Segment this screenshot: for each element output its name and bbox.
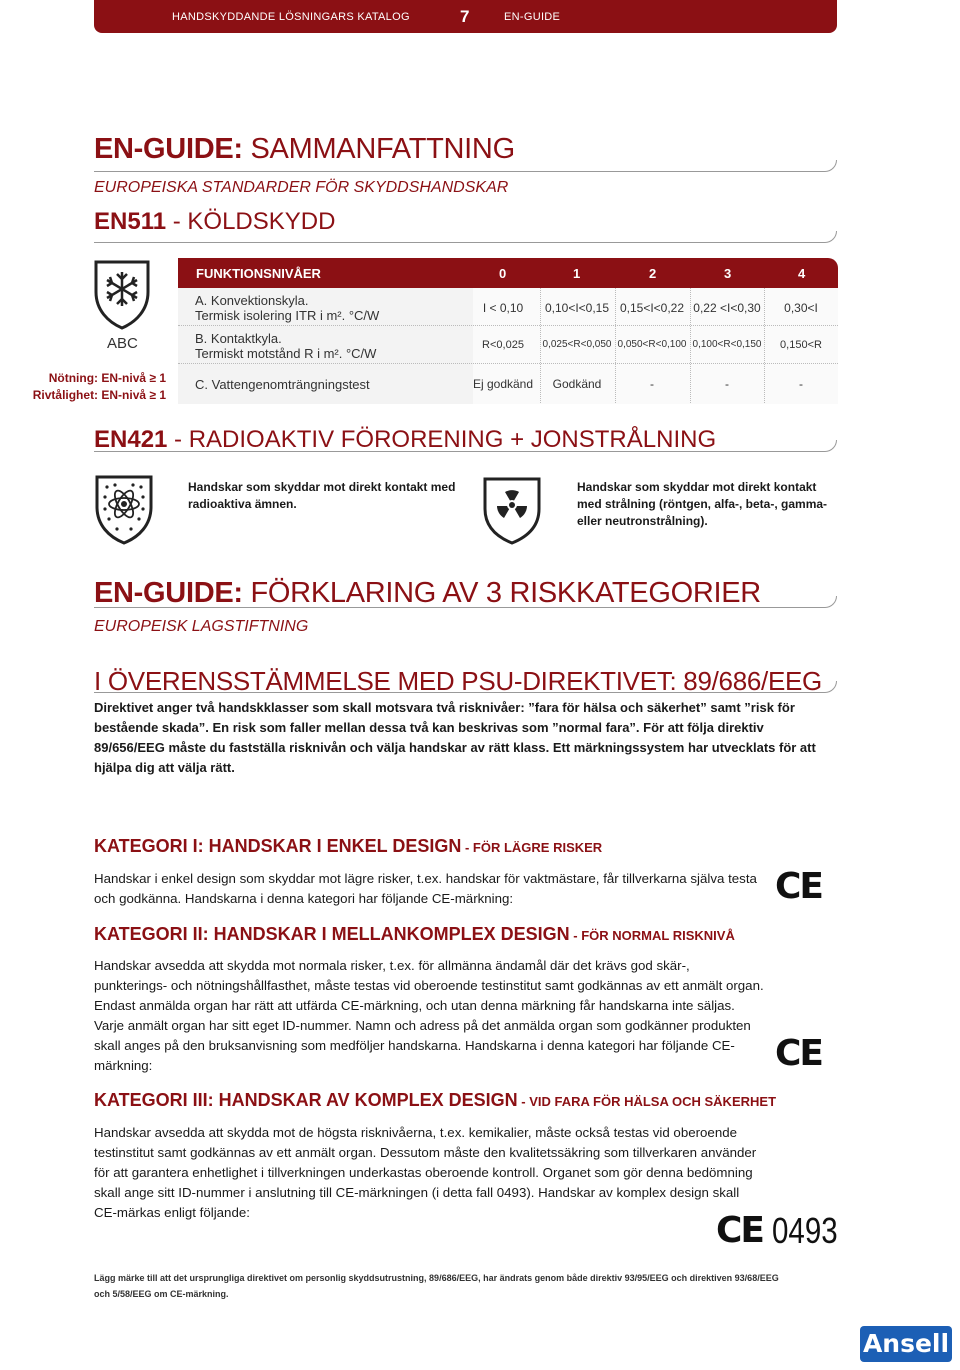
ce-mark-icon: CE	[716, 1210, 764, 1251]
ce-mark-icon: CE	[775, 866, 823, 907]
row-label-line: B. Kontaktkyla.	[195, 331, 282, 346]
tear-level: Rivtålighet: EN-nivå ≥ 1	[32, 388, 166, 402]
radioactive-contamination-shield-icon	[93, 473, 155, 545]
table-cell: 0,150<R	[780, 339, 822, 351]
table-cell: 0,10<I<0,15	[544, 301, 610, 315]
category-tag: - VID FARA FÖR HÄLSA OCH SÄKERHET	[517, 1094, 777, 1109]
level-0: 0	[499, 266, 507, 281]
table-cell: -	[650, 377, 654, 391]
row-label	[195, 331, 376, 361]
table-cell: R<0,025	[482, 339, 524, 351]
table-header	[178, 258, 838, 288]
table-cell: Ej godkänd	[472, 377, 534, 391]
table-cell: 0,22 <I<0,30	[693, 301, 761, 315]
row-label-line: Termisk isolering ITR i m². °C/W	[195, 308, 380, 323]
directive-title: I ÖVERENSSTÄMMELSE MED PSU-DIREKTIVET: 89/686/EEG	[94, 666, 822, 696]
footnote: Lägg märke till att det ursprungliga direktivet om personlig skyddsutrustning, 89/686/EEG, har ändrats genom både direktiv 93/95/EEG och direktiven 93/68/EEG och 5/58/EEG om CE-märkning.	[94, 1273, 779, 1299]
table-row	[178, 290, 838, 326]
row-label-line: Termiskt motstånd R i m². °C/W	[195, 346, 377, 361]
divider	[94, 596, 837, 608]
summary-subtitle: EUROPEISKA STANDARDER FÖR SKYDDSHANDSKAR	[94, 179, 509, 196]
divider	[94, 231, 837, 243]
risk-subtitle: EUROPEISK LAGSTIFTNING	[94, 618, 309, 635]
ansell-logo: Ansell	[860, 1326, 952, 1362]
risk-title: EN-GUIDE: FÖRKLARING AV 3 RISKKATEGORIER	[94, 577, 761, 609]
table-cell: -	[725, 377, 729, 391]
category-3-title	[94, 1090, 776, 1111]
en421-text-radiation: Handskar som skyddar mot direkt kontakt med strålning (röntgen, alfa-, beta-, gamma- eller neutronstrålning).	[577, 480, 828, 528]
page-number: 7	[460, 7, 470, 26]
level-4: 4	[798, 266, 806, 281]
category-title-text: KATEGORI I: HANDSKAR I ENKEL DESIGN	[94, 836, 462, 856]
divider	[94, 160, 837, 172]
header-label: FUNKTIONSNIVÅER	[196, 266, 321, 281]
en511-levels	[20, 370, 166, 404]
table-cell: I < 0,10	[482, 301, 524, 315]
en421-text-contamination: Handskar som skyddar mot direkt kontakt med radioaktiva ämnen.	[188, 480, 456, 511]
table-cell: Godkänd	[552, 377, 602, 391]
row-label-line: C. Vattengenomträngningstest	[195, 377, 370, 392]
table-cell: 0,15<I<0,22	[619, 301, 685, 315]
directive-text: Direktivet anger två handskklasser som skall motsvara två risknivåer: ”fara för hälsa och säkerhet” samt ”risk för bestående skada”. En risk som faller mellan dessa två kan beskrivas som ”normal fara”. För att följa direktiv 89/656/EEG måste du fastställa risknivån och välja handskar av rätt klass. Ett märkningssystem har utvecklats för att hjälpa dig att välja rätt.	[94, 700, 816, 775]
col-divider	[690, 288, 691, 403]
divider	[94, 681, 837, 693]
category-1-text: Handskar i enkel design som skyddar mot lägre risker, t.ex. handskar för vaktmästare, får tillverkarna själva testa och godkänna. Handskarna i denna kategori har följande CE-märkning:	[94, 871, 757, 906]
level-3: 3	[724, 266, 732, 281]
category-2-title	[94, 924, 735, 945]
col-divider	[615, 288, 616, 403]
divider	[94, 440, 837, 452]
table-cell: -	[799, 377, 803, 391]
table-cell: 0,025<R<0,050	[542, 339, 612, 350]
level-1: 1	[573, 266, 581, 281]
en511-title: EN511 - KÖLDSKYDD	[94, 208, 336, 235]
category-3-text: Handskar avsedda att skydda mot de högsta risknivåerna, t.ex. kemikalier, måste också testas vid oberoende testinstitut samt godkännas av ett anmält organ. Dessutom måste den kvalitetssäkring som tillverkaren använder för att garantera enhetlighet i tillverkningen underkastas oberoende kontroll. Organet som gör denna bedömning skall ange sitt ID-nummer i anslutning till CE-märkningen (i detta fall 0493). Handskar av komplex design skall CE-märkas enligt följande:	[94, 1125, 757, 1220]
category-title-text: KATEGORI III: HANDSKAR AV KOMPLEX DESIGN	[94, 1090, 518, 1110]
level-2: 2	[649, 266, 657, 281]
table-row	[178, 366, 838, 402]
icon-label-abc: ABC	[107, 335, 138, 352]
table-cell: 0,30<I	[784, 301, 818, 315]
notified-body-number: 0493	[772, 1210, 838, 1251]
radiation-trefoil-shield-icon	[481, 475, 543, 545]
catalog-title: HANDSKYDDANDE LÖSNINGARS KATALOG	[172, 11, 410, 23]
col-divider	[764, 288, 765, 403]
row-label	[195, 377, 370, 392]
snowflake-shield-icon	[92, 258, 152, 330]
col-divider	[540, 288, 541, 403]
table-cell: 0,050<R<0,100	[617, 339, 687, 350]
category-title-text: KATEGORI II: HANDSKAR I MELLANKOMPLEX DESIGN	[94, 924, 570, 944]
abrasion-level: Nötning: EN-nivå ≥ 1	[48, 371, 166, 385]
category-1-title	[94, 836, 602, 857]
en421-title: EN421 - RADIOAKTIV FÖRORENING + JONSTRÅLNING	[94, 426, 717, 453]
row-label	[195, 293, 379, 323]
category-2-text: Handskar avsedda att skydda mot normala risker, t.ex. för allmänna ändamål där det krävs god skär-, punkterings- och nötningshållfasthet, måste testas vid oberoende testinstitut samt godkännas av ett anmält organ. Endast anmälda organ har rätt att utfärda CE-märkning, och utan denna märkning får handskarna inte säljas. Varje anmält organ har sitt eget ID-nummer. Namn och adress på det anmälda organ som godkänner produkten skall anges på den bruksanvisning som medföljer handskarna. Handskarna i denna kategori har följande CE-märkning:	[94, 958, 764, 1073]
summary-title: EN-GUIDE: SAMMANFATTNING	[94, 133, 515, 165]
row-label-line: A. Konvektionskyla.	[195, 293, 309, 308]
ce-mark-icon: CE	[775, 1033, 823, 1074]
section-label: EN-GUIDE	[504, 11, 561, 23]
table-row	[178, 328, 838, 364]
top-header-bar	[94, 0, 837, 33]
category-tag: - FÖR LÄGRE RISKER	[461, 840, 603, 855]
category-tag: - FÖR NORMAL RISKNIVÅ	[569, 928, 735, 943]
table-cell: 0,100<R<0,150	[692, 339, 762, 350]
